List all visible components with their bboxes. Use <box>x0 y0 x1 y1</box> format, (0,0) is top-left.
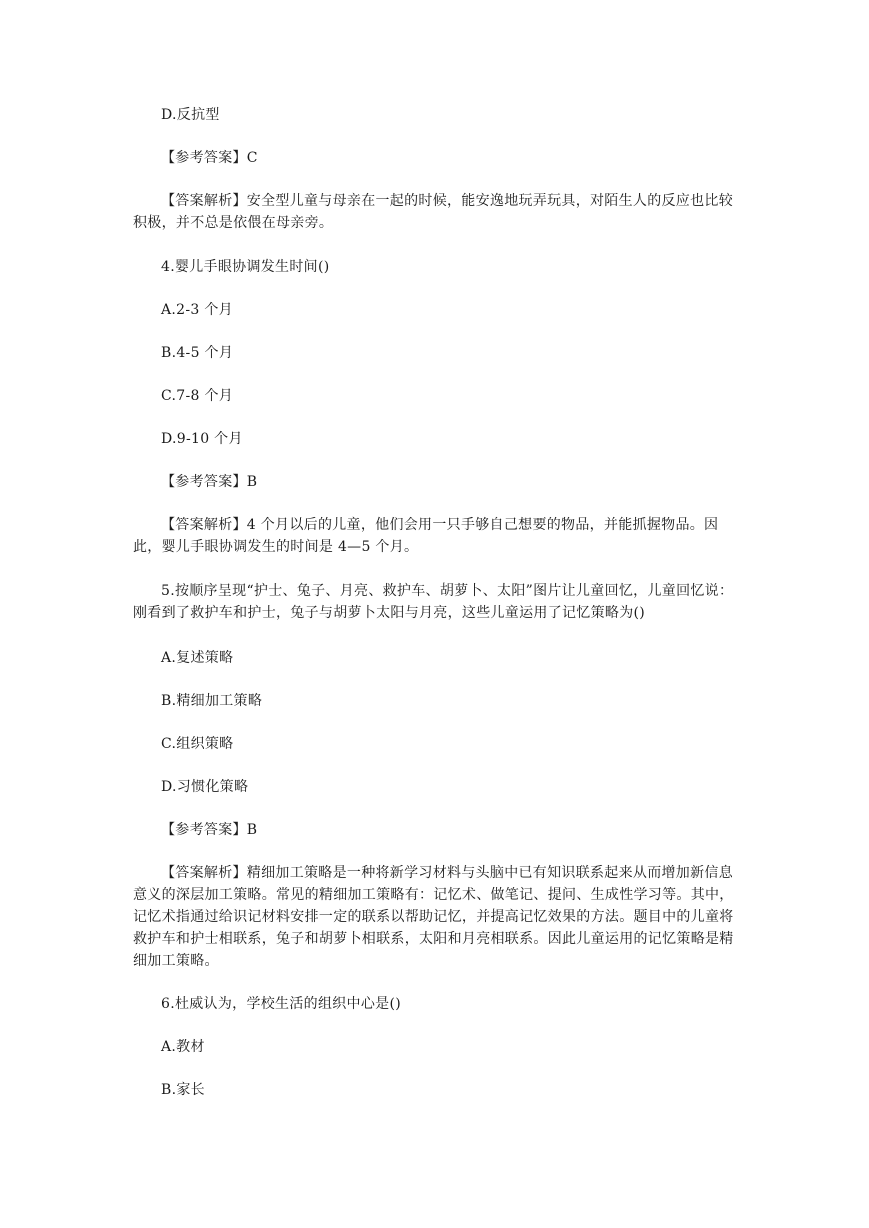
q5-option-c: C.组织策略 <box>161 736 234 752</box>
q4-answer: 【参考答案】B <box>161 474 258 490</box>
q4-option-c: C.7-8 个月 <box>161 388 234 404</box>
q4-question: 4.婴儿手眼协调发生时间() <box>161 259 330 275</box>
q5-analysis: 【答案解析】精细加工策略是一种将新学习材料与头脑中已有知识联系起来从而增加新信息意义的深层加工策略。常见的精细加工策略有：记忆术、做笔记、提问、生成性学习等。其中，记忆术指通过给识记材料安排一定的联系以帮助记忆，并提高记忆效果的方法。题目中的儿童将救护车和护士相联系，兔子和胡萝卜相联系，太阳和月亮相联系。因此儿童运用的记忆策略是精细加工策略。 <box>133 865 734 969</box>
q6-question: 6.杜威认为，学校生活的组织中心是() <box>161 996 401 1012</box>
q6-option-b: B.家长 <box>161 1082 205 1098</box>
q3-analysis: 【答案解析】安全型儿童与母亲在一起的时候，能安逸地玩弄玩具，对陌生人的反应也比较积极，并不总是依偎在母亲旁。 <box>133 193 733 231</box>
q6-option-a: A.教材 <box>161 1039 205 1055</box>
q3-answer: 【参考答案】C <box>161 150 258 166</box>
q5-option-a: A.复述策略 <box>161 650 234 666</box>
q5-option-b: B.精细加工策略 <box>161 693 263 709</box>
q5-answer: 【参考答案】B <box>161 822 258 838</box>
q3-option-d: D.反抗型 <box>161 107 220 123</box>
q4-option-d: D.9-10 个月 <box>161 431 243 447</box>
q4-option-b: B.4-5 个月 <box>161 345 234 361</box>
q5-option-d: D.习惯化策略 <box>161 779 249 795</box>
q4-option-a: A.2-3 个月 <box>161 302 233 318</box>
q4-analysis: 【答案解析】4 个月以后的儿童，他们会用一只手够自己想要的物品，并能抓握物品。因此，婴儿手眼协调发生的时间是 4—5 个月。 <box>133 517 719 555</box>
q5-question: 5.按顺序呈现“护士、兔子、月亮、救护车、胡萝卜、太阳”图片让儿童回忆，儿童回忆说：刚看到了救护车和护士，兔子与胡萝卜太阳与月亮，这些儿童运用了记忆策略为() <box>133 583 734 621</box>
